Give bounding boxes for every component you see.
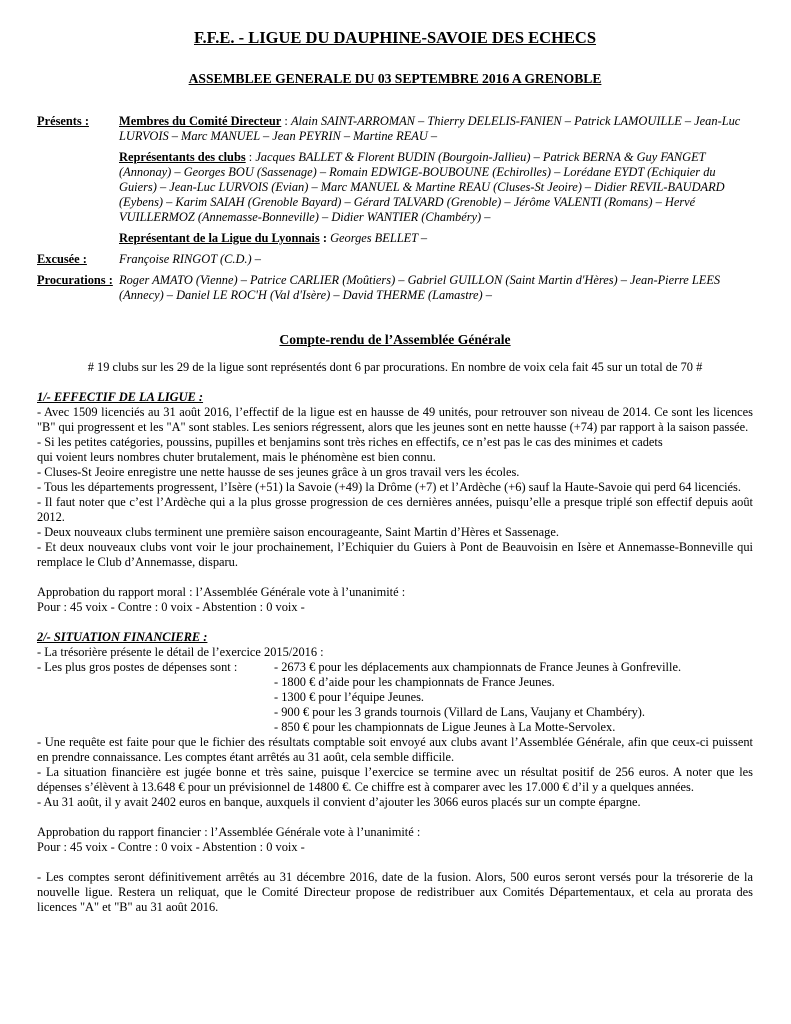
section-2-heading: 2/- SITUATION FINANCIERE : <box>37 630 208 644</box>
expense-item: - 1300 € pour l’équipe Jeunes. <box>274 690 425 704</box>
financial-votes: Pour : 45 voix - Contre : 0 voix - Abstention : 0 voix - <box>37 840 305 854</box>
expense-item: - 900 € pour les 3 grands tournois (Villard de Lans, Vaujany et Chambéry). <box>274 705 646 719</box>
clubs-names: Jacques BALLET & Florent BUDIN (Bourgoin-Jallieu) – Patrick BERNA & Guy FANGET (Annonay) – Georges BOU (Sassenage) – Romain EDWIGE-BOUBOUNE (Echirolles) – Lorédane EYDT (Echiquier du Guiers) – Jean-Luc LURVOIS (Evian) – Marc MANUEL & Martine REAU (Cluses-St Jeoire) – Didier REVIL-BAUDARD (Eybens) – Karim SAIAH (Grenoble Bayard) – Gérard TALVARD (Grenoble) – Jérôme VALENTI (Romans) – Hervé VUILLERMOZ (Annemasse-Bonneville) – Didier WANTIER (Chambéry) – <box>119 150 725 224</box>
section-1-paragraph: - Si les petites catégories, poussins, pupilles et benjamins sont très riches en effectifs, ce n’est pas le cas des minimes et cadets <box>37 435 663 449</box>
excusee-names: Françoise RINGOT (C.D.) – <box>119 252 261 266</box>
section-2-intro: - La trésorière présente le détail de l’exercice 2015/2016 : <box>37 645 324 659</box>
section-1-paragraph: - Il faut noter que c’est l’Ardèche qui a la plus grosse progression de ces dernières années, puisqu’elle a presque triplé son effectif depuis août 2012. <box>37 495 753 524</box>
section-1-paragraph: - Cluses-St Jeoire enregistre une nette hausse de ses jeunes grâce à un gros travail vers les écoles. <box>37 465 520 479</box>
section-2-paragraph: - La situation financière est jugée bonne et très saine, puisque l’exercice se termine avec un résultat positif de 256 euros. A noter que les dépenses s’élèvent à 13.648 € pour un prévisionnel de 14800 €. Ce chiffre est à comparer avec les 17.000 € d’il y a quelques années. <box>37 765 753 794</box>
attendance-note: # 19 clubs sur les 29 de la ligue sont représentés dont 6 par procurations. En nombre de voix cela fait 45 sur un total de 70 # <box>87 360 703 374</box>
clubs-block: Représentants des clubs : Jacques BALLET & Florent BUDIN (Bourgoin-Jallieu) – Patrick BERNA & Guy FANGET (Annonay) – Georges BOU (Sassenage) – Romain EDWIGE-BOUBOUNE (Echirolles) – Lorédane EYDT (Echiquier du Guiers) – Jean-Luc LURVOIS (Evian) – Marc MANUEL & Martine REAU (Cluses-St Jeoire) – Didier REVIL-BAUDARD (Eybens) – Karim SAIAH (Grenoble Bayard) – Gérard TALVARD (Grenoble) – Jérôme VALENTI (Romans) – Hervé VUILLERMOZ (Annemasse-Bonneville) – Didier WANTIER (Chambéry) – <box>119 150 725 224</box>
expenses-list <box>37 660 753 735</box>
comite-names: Alain SAINT-ARROMAN – Thierry DELELIS-FANIEN – Patrick LAMOUILLE – Jean-Luc LURVOIS – Marc MANUEL – Jean PEYRIN – Martine REAU – <box>119 114 741 143</box>
section-1-heading: 1/- EFFECTIF DE LA LIGUE : <box>37 390 204 404</box>
financial-approval: Approbation du rapport financier : l’Assemblée Générale vote à l’unanimité : <box>37 825 421 839</box>
compte-rendu-title: Compte-rendu de l’Assemblée Générale <box>279 332 511 347</box>
presents-row <box>37 114 753 252</box>
section-1-paragraph: - Tous les départements progressent, l’Isère (+51) la Savoie (+49) la Drôme (+7) et l’Ardèche (+6) sauf la Haute-Savoie qui perd 64 licenciés. <box>37 480 741 494</box>
section-2-paragraph: - Au 31 août, il y avait 2402 euros en banque, auxquels il convient d’ajouter les 3066 euros placés sur un compte épargne. <box>37 795 641 809</box>
section-1-paragraph: - Avec 1509 licenciés au 31 août 2016, l’effectif de la ligue est en hausse de 49 unités, pour retrouver son niveau de 2014. Ce sont les licences "B" qui progressent et les "A" sont stables. Les seniors régressent, alors que les jeunes sont en nette hausse (+74) par rapport à la saison passée. <box>37 405 753 434</box>
expenses-label: - Les plus gros postes de dépenses sont : <box>37 660 238 674</box>
document-page <box>37 24 753 915</box>
lyon-names: Georges BELLET – <box>330 231 428 245</box>
comite-block: Membres du Comité Directeur : Alain SAINT-ARROMAN – Thierry DELELIS-FANIEN – Patrick LAMOUILLE – Jean-Luc LURVOIS – Marc MANUEL – Jean PEYRIN – Martine REAU – <box>119 114 741 143</box>
section-1-paragraph: qui voient leurs nombres chuter brutalement, mais le phénomène est bien connu. <box>37 450 436 464</box>
section-2-paragraph: - Les comptes seront définitivement arrêtés au 31 décembre 2016, date de la fusion. Alors, 500 euros seront versés pour la trésorerie de la nouvelle ligue. Restera un reliquat, que le Comité Directeur propose de redistribuer aux Comités Départementaux, et cela au prorata des licences "A" et "B" au 31 août 2016. <box>37 870 753 914</box>
expense-item: - 850 € pour les championnats de Ligue Jeunes à La Motte-Servolex. <box>274 720 616 734</box>
expense-item: - 1800 € d’aide pour les championnats de France Jeunes. <box>274 675 555 689</box>
lyon-block: Représentant de la Ligue du Lyonnais : Georges BELLET – <box>119 231 428 245</box>
expense-item: - 2673 € pour les déplacements aux championnats de France Jeunes à Gonfreville. <box>274 660 682 674</box>
lyon-label: Représentant de la Ligue du Lyonnais <box>119 231 320 245</box>
procurations-names: Roger AMATO (Vienne) – Patrice CARLIER (Moûtiers) – Gabriel GUILLON (Saint Martin d'Hères) – Jean-Pierre LEES (Annecy) – Daniel LE ROC'H (Val d'Isère) – David THERME (Lamastre) – <box>119 273 721 302</box>
presents-label: Présents : <box>37 114 89 128</box>
excusee-label: Excusée : <box>37 252 87 266</box>
excusee-row <box>37 252 753 267</box>
attendance-section <box>37 114 753 303</box>
procurations-label: Procurations : <box>37 273 113 287</box>
document-subtitle: ASSEMBLEE GENERALE DU 03 SEPTEMBRE 2016 A GRENOBLE <box>188 71 602 86</box>
moral-approval: Approbation du rapport moral : l’Assemblée Générale vote à l’unanimité : <box>37 585 406 599</box>
section-1-paragraph: - Et deux nouveaux clubs vont voir le jour prochainement, l’Echiquier du Guiers à Pont de Beauvoisin en Isère et Annemasse-Bonneville qui remplace le Club d’Annemasse, disparu. <box>37 540 753 569</box>
section-2-paragraph: - Une requête est faite pour que le fichier des résultats comptable soit envoyé aux clubs avant l’Assemblée Générale, afin que ceux-ci puissent en prendre connaissance. Les comptes étant arrêtés au 31 août, cela semble difficile. <box>37 735 753 764</box>
comite-label: Membres du Comité Directeur <box>119 114 282 128</box>
document-title: F.F.E. - LIGUE DU DAUPHINE-SAVOIE DES ECHECS <box>193 28 597 47</box>
clubs-label: Représentants des clubs <box>119 150 246 164</box>
section-1-paragraph: - Deux nouveaux clubs terminent une première saison encourageante, Saint Martin d’Hères et Sassenage. <box>37 525 559 539</box>
moral-votes: Pour : 45 voix - Contre : 0 voix - Abstention : 0 voix - <box>37 600 305 614</box>
procurations-row <box>37 273 753 303</box>
